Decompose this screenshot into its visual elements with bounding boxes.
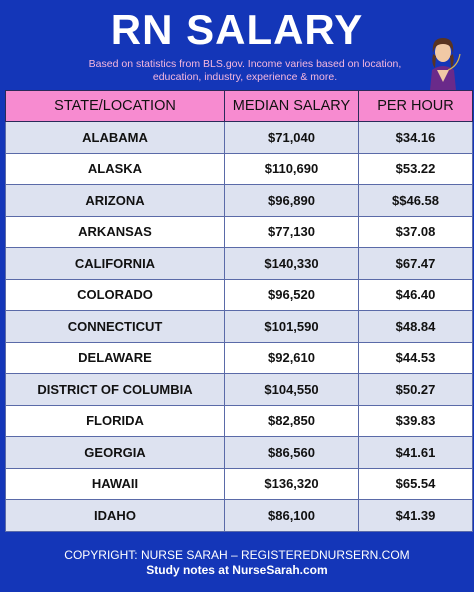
hourly-cell: $41.39 bbox=[359, 500, 473, 532]
salary-cell: $77,130 bbox=[225, 216, 359, 248]
state-cell: ALASKA bbox=[6, 153, 225, 185]
state-cell: FLORIDA bbox=[6, 405, 225, 437]
hourly-cell: $39.83 bbox=[359, 405, 473, 437]
header bbox=[0, 0, 474, 88]
salary-table-container bbox=[5, 90, 472, 531]
salary-cell: $104,550 bbox=[225, 374, 359, 406]
salary-cell: $71,040 bbox=[225, 122, 359, 154]
table-row bbox=[6, 122, 473, 154]
table-row bbox=[6, 311, 473, 343]
page-title: RN SALARY bbox=[110, 6, 364, 53]
hourly-cell: $46.40 bbox=[359, 279, 473, 311]
salary-table bbox=[5, 90, 473, 532]
state-cell: GEORGIA bbox=[6, 437, 225, 469]
hourly-cell: $$46.58 bbox=[359, 185, 473, 217]
hourly-cell: $67.47 bbox=[359, 248, 473, 280]
salary-cell: $96,890 bbox=[225, 185, 359, 217]
table-row bbox=[6, 216, 473, 248]
salary-cell: $82,850 bbox=[225, 405, 359, 437]
hourly-cell: $37.08 bbox=[359, 216, 473, 248]
table-header-row bbox=[6, 91, 473, 122]
hourly-cell: $65.54 bbox=[359, 468, 473, 500]
state-cell: CALIFORNIA bbox=[6, 248, 225, 280]
hourly-cell: $53.22 bbox=[359, 153, 473, 185]
hourly-cell: $34.16 bbox=[359, 122, 473, 154]
state-cell: COLORADO bbox=[6, 279, 225, 311]
column-header-median-salary: MEDIAN SALARY bbox=[225, 91, 359, 122]
state-cell: DELAWARE bbox=[6, 342, 225, 374]
footer bbox=[0, 548, 474, 578]
state-cell: DISTRICT OF COLUMBIA bbox=[6, 374, 225, 406]
state-cell: HAWAII bbox=[6, 468, 225, 500]
hourly-cell: $48.84 bbox=[359, 311, 473, 343]
salary-cell: $86,560 bbox=[225, 437, 359, 469]
state-cell: ARIZONA bbox=[6, 185, 225, 217]
table-row bbox=[6, 248, 473, 280]
nurse-portrait-icon bbox=[418, 30, 468, 90]
salary-cell: $110,690 bbox=[225, 153, 359, 185]
table-row bbox=[6, 374, 473, 406]
hourly-cell: $50.27 bbox=[359, 374, 473, 406]
table-row bbox=[6, 468, 473, 500]
state-cell: CONNECTICUT bbox=[6, 311, 225, 343]
state-cell: ALABAMA bbox=[6, 122, 225, 154]
salary-cell: $140,330 bbox=[225, 248, 359, 280]
state-cell: ARKANSAS bbox=[6, 216, 225, 248]
hourly-cell: $44.53 bbox=[359, 342, 473, 374]
state-cell: IDAHO bbox=[6, 500, 225, 532]
column-header-per-hour: PER HOUR bbox=[359, 91, 473, 122]
salary-cell: $92,610 bbox=[225, 342, 359, 374]
salary-cell: $101,590 bbox=[225, 311, 359, 343]
table-row bbox=[6, 185, 473, 217]
table-row bbox=[6, 279, 473, 311]
salary-cell: $86,100 bbox=[225, 500, 359, 532]
subtitle: Based on statistics from BLS.gov. Income varies based on location, education, industry, experience & more. bbox=[88, 58, 402, 83]
salary-cell: $96,520 bbox=[225, 279, 359, 311]
study-notes-text: Study notes at NurseSarah.com bbox=[146, 563, 328, 577]
hourly-cell: $41.61 bbox=[359, 437, 473, 469]
table-row bbox=[6, 437, 473, 469]
table-row bbox=[6, 153, 473, 185]
table-row bbox=[6, 405, 473, 437]
column-header-state: STATE/LOCATION bbox=[6, 91, 225, 122]
copyright-text: COPYRIGHT: NURSE SARAH – REGISTEREDNURSERN.COM bbox=[64, 548, 410, 562]
table-row bbox=[6, 500, 473, 532]
salary-cell: $136,320 bbox=[225, 468, 359, 500]
table-row bbox=[6, 342, 473, 374]
